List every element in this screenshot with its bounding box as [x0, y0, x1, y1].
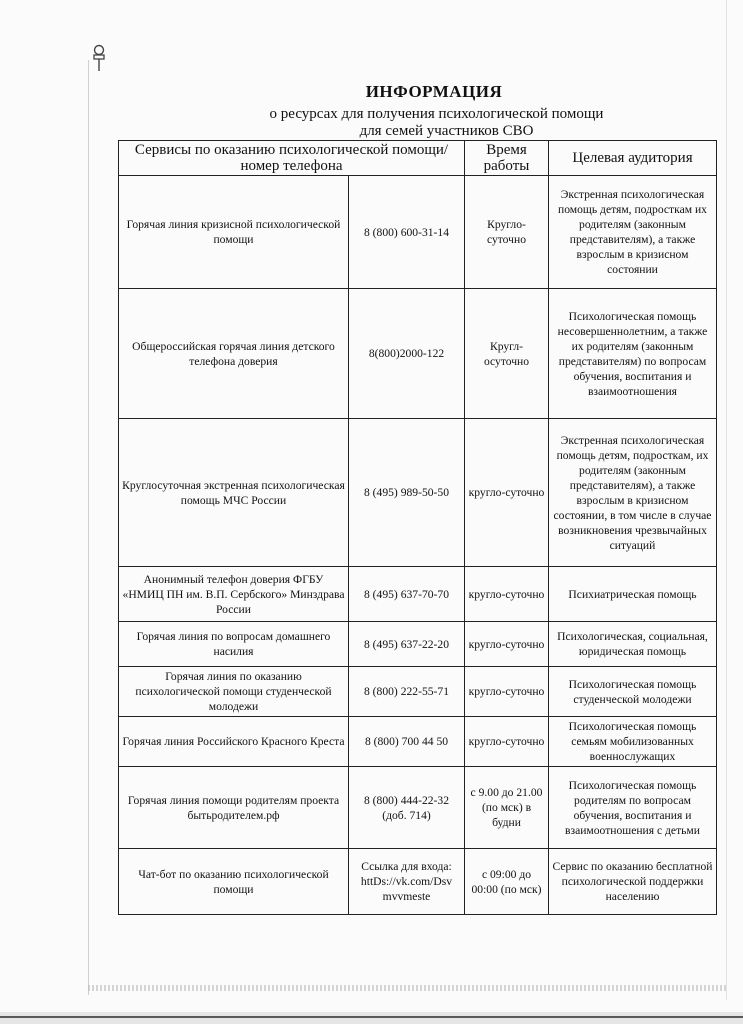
working-hours: кругло-суточно — [465, 622, 549, 667]
target-audience: Психологическая помощь родителям по вопросам обучения, воспитания и взаимоотношения с детьми — [549, 767, 717, 849]
phone-number: 8 (495) 989-50-50 — [349, 419, 465, 567]
table-row — [119, 767, 717, 849]
target-audience: Психологическая помощь семьям мобилизованных военнослужащих — [549, 717, 717, 767]
document-subtitle-line2: для семей участников СВО — [359, 123, 534, 139]
working-hours: Кругл-осуточно — [465, 289, 549, 419]
working-hours: Кругло-суточно — [465, 176, 549, 289]
service-name: Горячая линия Российского Красного Креста — [119, 717, 349, 767]
document-subtitle-line1: о ресурсах для получения психологической помощи — [269, 106, 604, 122]
phone-number: 8 (495) 637-22-20 — [349, 622, 465, 667]
working-hours: кругло-суточно — [465, 717, 549, 767]
table-row — [119, 289, 717, 419]
service-name: Горячая линия по вопросам домашнего насилия — [119, 622, 349, 667]
phone-number: 8 (800) 222-55-71 — [349, 667, 465, 717]
page-left-edge — [88, 60, 89, 995]
service-name: Анонимный телефон доверия ФГБУ «НМИЦ ПН им. В.П. Сербского» Минздрава России — [119, 567, 349, 622]
working-hours: кругло-суточно — [465, 667, 549, 717]
table-row — [119, 717, 717, 767]
table-header-row — [119, 141, 717, 176]
target-audience: Экстренная психологическая помощь детям, подросткам их родителям (законным представителям), а также взрослым в кризисном состоянии — [549, 176, 717, 289]
chat-bot-link: Ссылка для входа: httDs://vk.com/Dsv mvvmeste — [349, 849, 465, 915]
service-name: Круглосуточная экстренная психологическая помощь МЧС России — [119, 419, 349, 567]
document-title-block — [0, 82, 743, 140]
page-torn-edge — [88, 985, 728, 991]
scanner-line — [0, 1016, 743, 1018]
header-services: Сервисы по оказанию психологической помощи/номер телефона — [119, 141, 465, 176]
working-hours: кругло-суточно — [465, 567, 549, 622]
table-row — [119, 567, 717, 622]
phone-number: 8 (800) 700 44 50 — [349, 717, 465, 767]
target-audience: Психологическая помощь студенческой молодежи — [549, 667, 717, 717]
target-audience: Психиатрическая помощь — [549, 567, 717, 622]
working-hours: кругло-суточно — [465, 419, 549, 567]
service-name: Горячая линия по оказанию психологической помощи студенческой молодежи — [119, 667, 349, 717]
table-row — [119, 667, 717, 717]
service-name: Чат-бот по оказанию психологической помощи — [119, 849, 349, 915]
scanner-bottom-strip — [0, 1012, 743, 1024]
phone-number: 8 (800) 600-31-14 — [349, 176, 465, 289]
service-name: Общероссийская горячая линия детского телефона доверия — [119, 289, 349, 419]
target-audience: Сервис по оказанию бесплатной психологической поддержки населению — [549, 849, 717, 915]
table-row — [119, 419, 717, 567]
service-name: Горячая линия помощи родителям проекта бытьродителем.рф — [119, 767, 349, 849]
working-hours: с 09:00 до 00:00 (по мск) — [465, 849, 549, 915]
table-row — [119, 176, 717, 289]
pushpin-icon — [91, 44, 107, 72]
page-right-edge — [726, 0, 727, 1000]
header-audience: Целевая аудитория — [549, 141, 717, 176]
phone-number: 8 (800) 444-22-32 (доб. 714) — [349, 767, 465, 849]
target-audience: Психологическая помощь несовершеннолетним, а также их родителям (законным представителям) по вопросам обучения, воспитания и взаимоотношения — [549, 289, 717, 419]
phone-number: 8(800)2000-122 — [349, 289, 465, 419]
resources-table — [118, 140, 717, 915]
target-audience: Экстренная психологическая помощь детям, подросткам, их родителям (законным представителям), а также взрослым в кризисном состоянии, в том числе в случае возникновения чрезвычайных ситуаций — [549, 419, 717, 567]
table-row — [119, 622, 717, 667]
working-hours: с 9.00 до 21.00 (по мск) в будни — [465, 767, 549, 849]
header-hours: Время работы — [465, 141, 549, 176]
table-row — [119, 849, 717, 915]
target-audience: Психологическая, социальная, юридическая помощь — [549, 622, 717, 667]
service-name: Горячая линия кризисной психологической помощи — [119, 176, 349, 289]
document-heading: ИНФОРМАЦИЯ — [365, 82, 503, 101]
phone-number: 8 (495) 637-70-70 — [349, 567, 465, 622]
